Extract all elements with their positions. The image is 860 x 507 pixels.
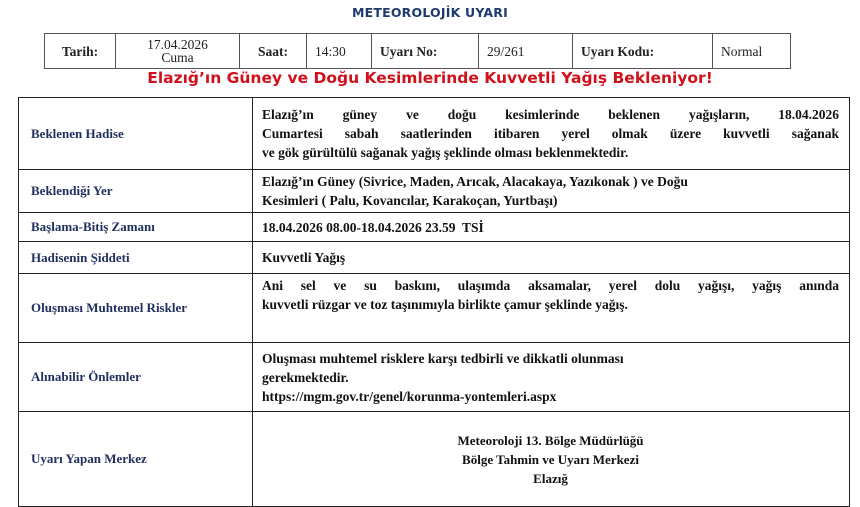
precautions-link[interactable]: https://mgm.gov.tr/genel/korunma-yontemleri.aspx (262, 388, 557, 404)
row-label-severity: Hadisenin Şiddeti (19, 242, 253, 274)
date-label: Tarih: (45, 34, 116, 69)
table-row-expected-event (19, 98, 850, 170)
text-line: gerekmektedir. (262, 369, 349, 385)
row-value-possible-risks (253, 274, 850, 343)
warning-no-value: 29/261 (479, 34, 573, 69)
day-text: Cuma (161, 50, 194, 65)
warning-headline: Elazığ’ın Güney ve Doğu Kesimlerinde Kuvvetli Yağış Bekleniyor! (147, 69, 713, 87)
time-label: Saat: (240, 34, 307, 69)
table-row-expected-location (19, 170, 850, 213)
table-row-issuing-center (19, 412, 850, 507)
row-value-expected-event (253, 98, 850, 170)
row-value-precautions (253, 343, 850, 412)
document-title: METEOROLOJİK UYARI (352, 5, 508, 20)
row-value-start-end-time: 18.04.2026 08.00-18.04.2026 23.59 TSİ (253, 213, 850, 242)
text-line: Elazığ (533, 470, 568, 486)
row-value-issuing-center (253, 412, 850, 507)
table-row-precautions (19, 343, 850, 412)
text-line: Kesimleri ( Palu, Kovancılar, Karakoçan, Yurtbaşı) (262, 193, 558, 208)
table-row-possible-risks (19, 274, 850, 343)
text-line: Oluşması muhtemel risklere karşı tedbirli ve dikkatli olunması (262, 350, 624, 366)
text-line: Elazığ’ın Güney (Sivrice, Maden, Arıcak, Alacakaya, Yazıkonak ) ve Doğu (262, 174, 688, 189)
warning-code-value: Normal (713, 34, 791, 69)
date-text: 17.04.2026 (147, 37, 208, 52)
row-value-severity: Kuvvetli Yağış (253, 242, 850, 274)
row-label-start-end-time: Başlama-Bitiş Zamanı (19, 213, 253, 242)
text-line: Bölge Tahmin ve Uyarı Merkezi (462, 451, 639, 467)
row-value-expected-location (253, 170, 850, 213)
warning-details-table (18, 97, 850, 507)
row-label-issuing-center: Uyarı Yapan Merkez (19, 412, 253, 507)
time-value: 14:30 (307, 34, 372, 69)
text-line: Cumartesi sabah saatlerinden itibaren yerel olmak üzere kuvvetli sağanak (262, 126, 839, 141)
row-label-possible-risks: Oluşması Muhtemel Riskler (19, 274, 253, 343)
text-line: Elazığ’ın güney ve doğu kesimlerinde beklenen yağışların, 18.04.2026 (262, 107, 839, 122)
row-label-expected-event: Beklenen Hadise (19, 98, 253, 170)
warning-code-label: Uyarı Kodu: (573, 34, 713, 69)
text-line: kuvvetli rüzgar ve toz taşınımıyla birlikte çamur şeklinde yağış. (262, 297, 628, 312)
text-line: Meteoroloji 13. Bölge Müdürlüğü (457, 432, 644, 448)
warning-no-label: Uyarı No: (372, 34, 479, 69)
warning-meta-table (44, 33, 791, 69)
text-line: ve gök gürültülü sağanak yağış şeklinde olması beklenmektedir. (262, 145, 629, 160)
table-row-start-end-time (19, 213, 850, 242)
row-label-precautions: Alınabilir Önlemler (19, 343, 253, 412)
table-row-severity (19, 242, 850, 274)
row-label-expected-location: Beklendiği Yer (19, 170, 253, 213)
date-value (116, 34, 240, 69)
text-line: Ani sel ve su baskını, ulaşımda aksamalar, yerel dolu yağışı, yağış anında (262, 278, 839, 293)
